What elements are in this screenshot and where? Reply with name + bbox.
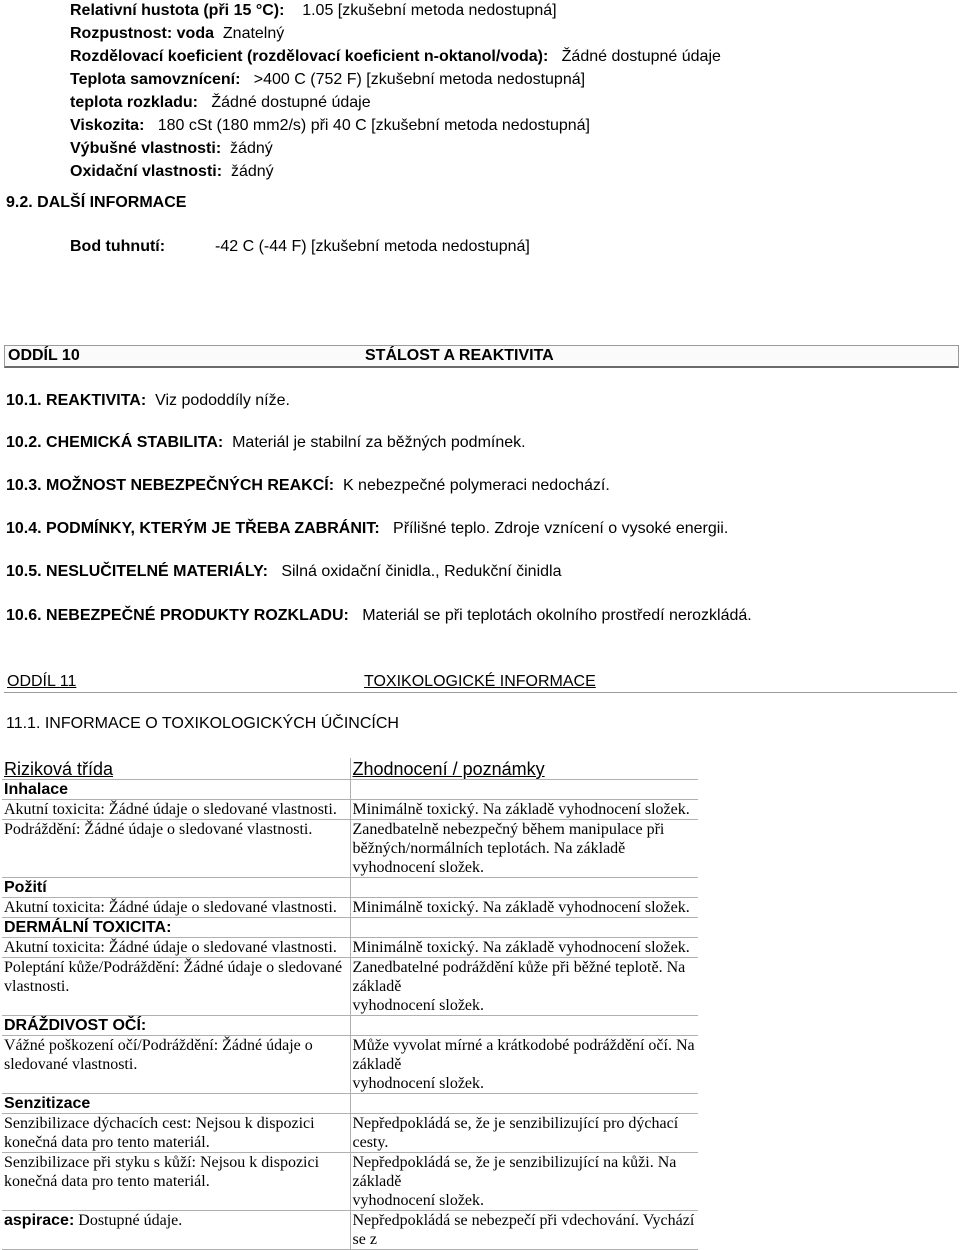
section-9-2-heading: 9.2. DALŠÍ INFORMACE <box>6 194 187 211</box>
decomposition-products-item: 10.6. NEBEZPEČNÉ PRODUKTY ROZKLADU: Materiál se při teplotách okolního prostředí nerozkládá. <box>6 607 752 624</box>
table-row: Akutní toxicita: Žádné údaje o sledované vlastnosti. Minimálně toxický. Na základě vyhodnocení složek. <box>2 898 698 918</box>
table-row: DRÁŽDIVOST OČÍ: <box>2 1016 698 1036</box>
section-10-title: STÁLOST A REAKTIVITA <box>365 347 554 364</box>
property-explosive: Výbušné vlastnosti: žádný <box>70 140 273 157</box>
section-11-number: ODDÍL 11 <box>7 673 77 690</box>
section-10-header <box>4 345 959 368</box>
section-11-header <box>4 672 957 693</box>
physical-properties <box>70 0 721 184</box>
property-partition-coefficient: Rozdělovací koeficient (rozdělovací koeficient n-oktanol/voda): Žádné dostupné údaje <box>70 48 721 65</box>
property-relative-density: Relativní hustota (při 15 °C): 1.05 [zkušební metoda nedostupná] <box>70 2 557 19</box>
table-row: Inhalace <box>2 780 698 800</box>
table-row: Senzitizace <box>2 1094 698 1114</box>
table-row: Senzibilizace dýchacích cest: Nejsou k dispozici konečná data pro tento materiál. Nepředpokládá se, že je senzibilizující pro dýchací cesty. <box>2 1114 698 1153</box>
table-row: Akutní toxicita: Žádné údaje o sledované vlastnosti. Minimálně toxický. Na základě vyhodnocení složek. <box>2 938 698 958</box>
reactivity-item: 10.1. REAKTIVITA: Viz pododdíly níže. <box>6 392 290 409</box>
pour-point-row: Bod tuhnutí: -42 C (-44 F) [zkušební metoda nedostupná] <box>70 238 530 255</box>
conditions-to-avoid-item: 10.4. PODMÍNKY, KTERÝM JE TŘEBA ZABRÁNIT: Přílišné teplo. Zdroje vznícení o vysoké energii. <box>6 520 729 537</box>
column-header-hazard-class: Riziková třída <box>2 758 350 780</box>
property-oxidizing: Oxidační vlastnosti: žádný <box>70 163 274 180</box>
property-viscosity: Viskozita: 180 cSt (180 mm2/s) při 40 C [zkušební metoda nedostupná] <box>70 117 590 134</box>
table-row: aspirace: Dostupné údaje. Nepředpokládá se nebezpečí při vdechování. Vychází se z <box>2 1211 698 1250</box>
hazardous-reactions-item: 10.3. MOŽNOST NEBEZPEČNÝCH REAKCÍ: K nebezpečné polymeraci nedochází. <box>6 477 610 494</box>
table-row: Akutní toxicita: Žádné údaje o sledované vlastnosti. Minimálně toxický. Na základě vyhodnocení složek. <box>2 800 698 820</box>
table-row: Vážné poškození očí/Podráždění: Žádné údaje o sledované vlastnosti. Může vyvolat mírné a krátkodobé podráždění očí. Na základě vyhodnocení složek. <box>2 1036 698 1094</box>
table-row: Senzibilizace při styku s kůží: Nejsou k dispozici konečná data pro tento materiál. Nepředpokládá se, že je senzibilizující na kůži. Na základě vyhodnocení složek. <box>2 1153 698 1211</box>
table-row: Poleptání kůže/Podráždění: Žádné údaje o sledované vlastnosti. Zanedbatelné podráždění kůže při běžné teplotě. Na základě vyhodnocení složek. <box>2 958 698 1016</box>
property-autoignition: Teplota samovznícení: >400 C (752 F) [zkušební metoda nedostupná] <box>70 71 586 88</box>
chemical-stability-item: 10.2. CHEMICKÁ STABILITA: Materiál je stabilní za běžných podmínek. <box>6 434 526 451</box>
section-11-title: TOXIKOLOGICKÉ INFORMACE <box>364 673 596 690</box>
toxicology-subheading: 11.1. INFORMACE O TOXIKOLOGICKÝCH ÚČINCÍCH <box>6 715 399 732</box>
table-header-row <box>2 758 698 780</box>
table-row: Podráždění: Žádné údaje o sledované vlastnosti. Zanedbatelně nebezpečný během manipulace při běžných/normálních teplotách. Na základě vyhodnocení složek. <box>2 820 698 878</box>
property-decomposition: teplota rozkladu: Žádné dostupné údaje <box>70 94 371 111</box>
table-row: Požití <box>2 878 698 898</box>
column-header-assessment: Zhodnocení / poznámky <box>350 758 698 780</box>
section-10-number: ODDÍL 10 <box>8 347 80 364</box>
toxicology-table <box>2 758 698 1250</box>
table-row: DERMÁLNÍ TOXICITA: <box>2 918 698 938</box>
property-solubility: Rozpustnost: voda Znatelný <box>70 25 285 42</box>
incompatible-materials-item: 10.5. NESLUČITELNÉ MATERIÁLY: Silná oxidační činidla., Redukční činidla <box>6 563 562 580</box>
